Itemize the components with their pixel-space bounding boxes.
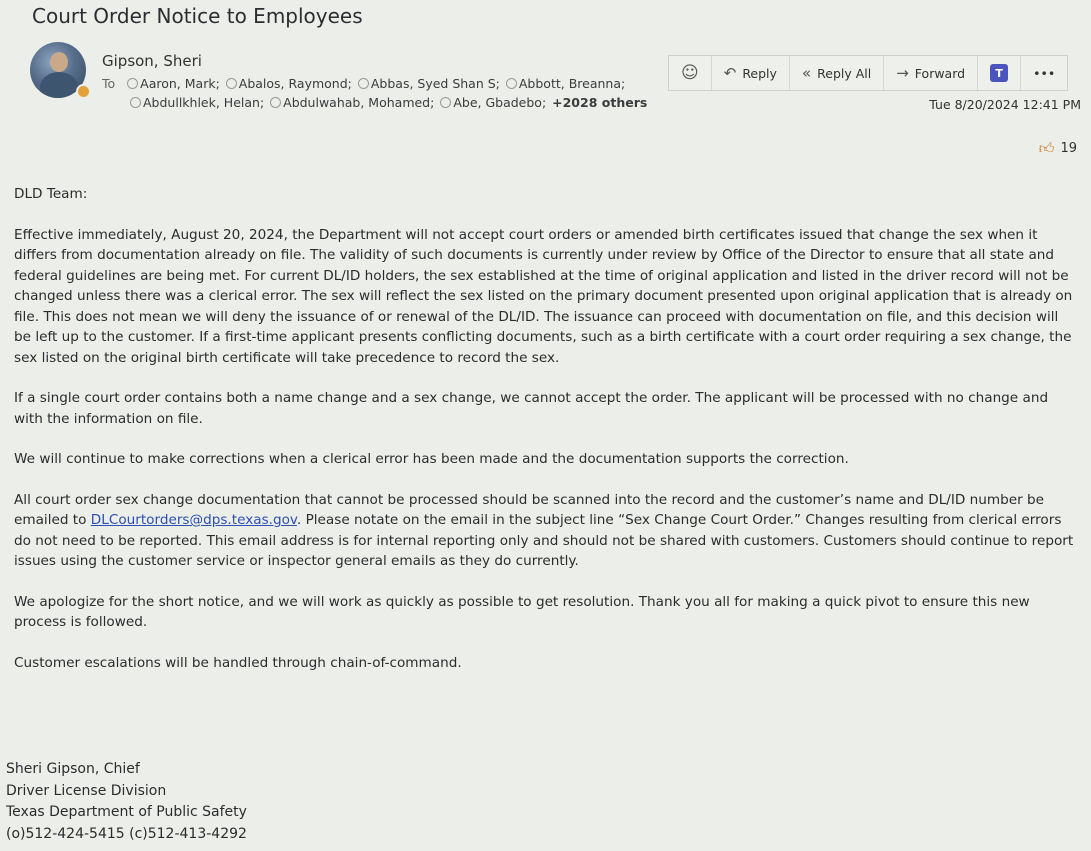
signature-org: Texas Department of Public Safety xyxy=(6,804,247,820)
body-paragraph: We apologize for the short notice, and we will work as quickly as possible to get resolution. Thank you all for making a quick pivot to ensure this new process is followed. xyxy=(14,593,1030,630)
to-label: To xyxy=(102,76,116,91)
message-toolbar xyxy=(668,55,1068,91)
more-recipients-link[interactable]: +2028 others xyxy=(552,95,648,110)
forward-icon: → xyxy=(896,64,909,82)
reactions-count[interactable]: 👍︎ 19 xyxy=(1038,139,1077,157)
smiley-icon: ☺ xyxy=(681,63,699,83)
reply-all-button[interactable]: « Reply All xyxy=(790,56,884,90)
greeting: DLD Team: xyxy=(14,186,88,202)
presence-status-icon xyxy=(76,84,91,99)
recipient[interactable]: Abbott, Breanna; xyxy=(506,76,625,91)
recipient-status-icon xyxy=(440,97,451,108)
body-paragraph: Effective immediately, August 20, 2024, the Department will not accept court orders or amended birth certificates issued that change the sex when it differs from documentation already on file. The validity of such documents is currently under review by Office of the Director to ensure that all state and federal guidelines are being met. For current DL/ID holders, the sex established at the time of original application and listed in the driver record will not be changed unless there was a clerical error. The sex will reflect the sex listed on the primary document presented upon original application that is already on file. This does not mean we will deny the issuance of or renewal of the DL/ID. The issuance can proceed with documentation on file, and this decision will be left up to the customer. If a first-time applicant presents conflicting documents, such as a birth certificate with a court order requiring a sex change, the sex listed on the original birth certificate will take precedence to record the sex. xyxy=(14,226,1073,366)
reply-all-icon: « xyxy=(801,64,812,82)
recipient-status-icon xyxy=(270,97,281,108)
forward-button[interactable]: → Forward xyxy=(884,56,978,90)
recipient-status-icon xyxy=(506,78,517,89)
reply-icon: ↶ xyxy=(723,64,737,82)
recipient[interactable]: Abdullkhlek, Helan; xyxy=(130,95,264,110)
email-subject: Court Order Notice to Employees xyxy=(32,4,363,28)
body-paragraph: All court order sex change documentation that cannot be processed should be scanned into the record and the customer’s name and DL/ID number be emailed to DLCourtorders@dps.texas.gov. Please notate on the email in the subject line “Sex Change Court Order.” Changes resulting from clerical errors do not need to be reported. This email address is for internal reporting only and should not be shared with customers. Customers should continue to report issues using the customer service or inspector general emails as they do currently. xyxy=(14,491,1074,569)
signature-name: Sheri Gipson, Chief xyxy=(6,761,140,777)
recipient-status-icon xyxy=(130,97,141,108)
message-timestamp: Tue 8/20/2024 12:41 PM xyxy=(929,97,1081,112)
recipient-status-icon xyxy=(358,78,369,89)
recipient[interactable]: Abe, Gbadebo; xyxy=(440,95,546,110)
signature-division: Driver License Division xyxy=(6,782,167,799)
body-paragraph: We will continue to make corrections when a clerical error has been made and the documentation supports the correction. xyxy=(14,451,849,467)
thumbs-up-icon: 👍︎ xyxy=(1038,139,1055,157)
recipient[interactable]: Abalos, Raymond; xyxy=(226,76,352,91)
body-paragraph: Customer escalations will be handled through chain-of-command. xyxy=(14,654,462,671)
react-button[interactable] xyxy=(669,56,712,90)
body-paragraph: If a single court order contains both a name change and a sex change, we cannot accept the order. The applicant will be processed with no change and with the information on file. xyxy=(14,390,1049,427)
recipient-status-icon xyxy=(226,78,237,89)
email-link[interactable]: DLCourtorders@dps.texas.gov xyxy=(90,512,297,528)
signature-phone: (o)512-424-5415 (c)512-413-4292 xyxy=(6,825,247,842)
recipient-status-icon xyxy=(127,78,138,89)
sender-name[interactable]: Gipson, Sheri xyxy=(102,52,202,70)
message-body xyxy=(14,184,1074,693)
teams-icon: T xyxy=(990,64,1008,82)
recipient[interactable]: Abbas, Syed Shan S; xyxy=(358,76,500,91)
more-actions-button[interactable]: ••• xyxy=(1033,65,1056,81)
recipient[interactable]: Abdulwahab, Mohamed; xyxy=(270,95,434,110)
reply-button[interactable]: ↶ Reply xyxy=(712,56,790,90)
recipient[interactable]: Aaron, Mark; xyxy=(127,76,220,91)
recipients-list xyxy=(102,74,662,112)
teams-button[interactable] xyxy=(978,56,1021,90)
signature-block xyxy=(6,759,247,845)
